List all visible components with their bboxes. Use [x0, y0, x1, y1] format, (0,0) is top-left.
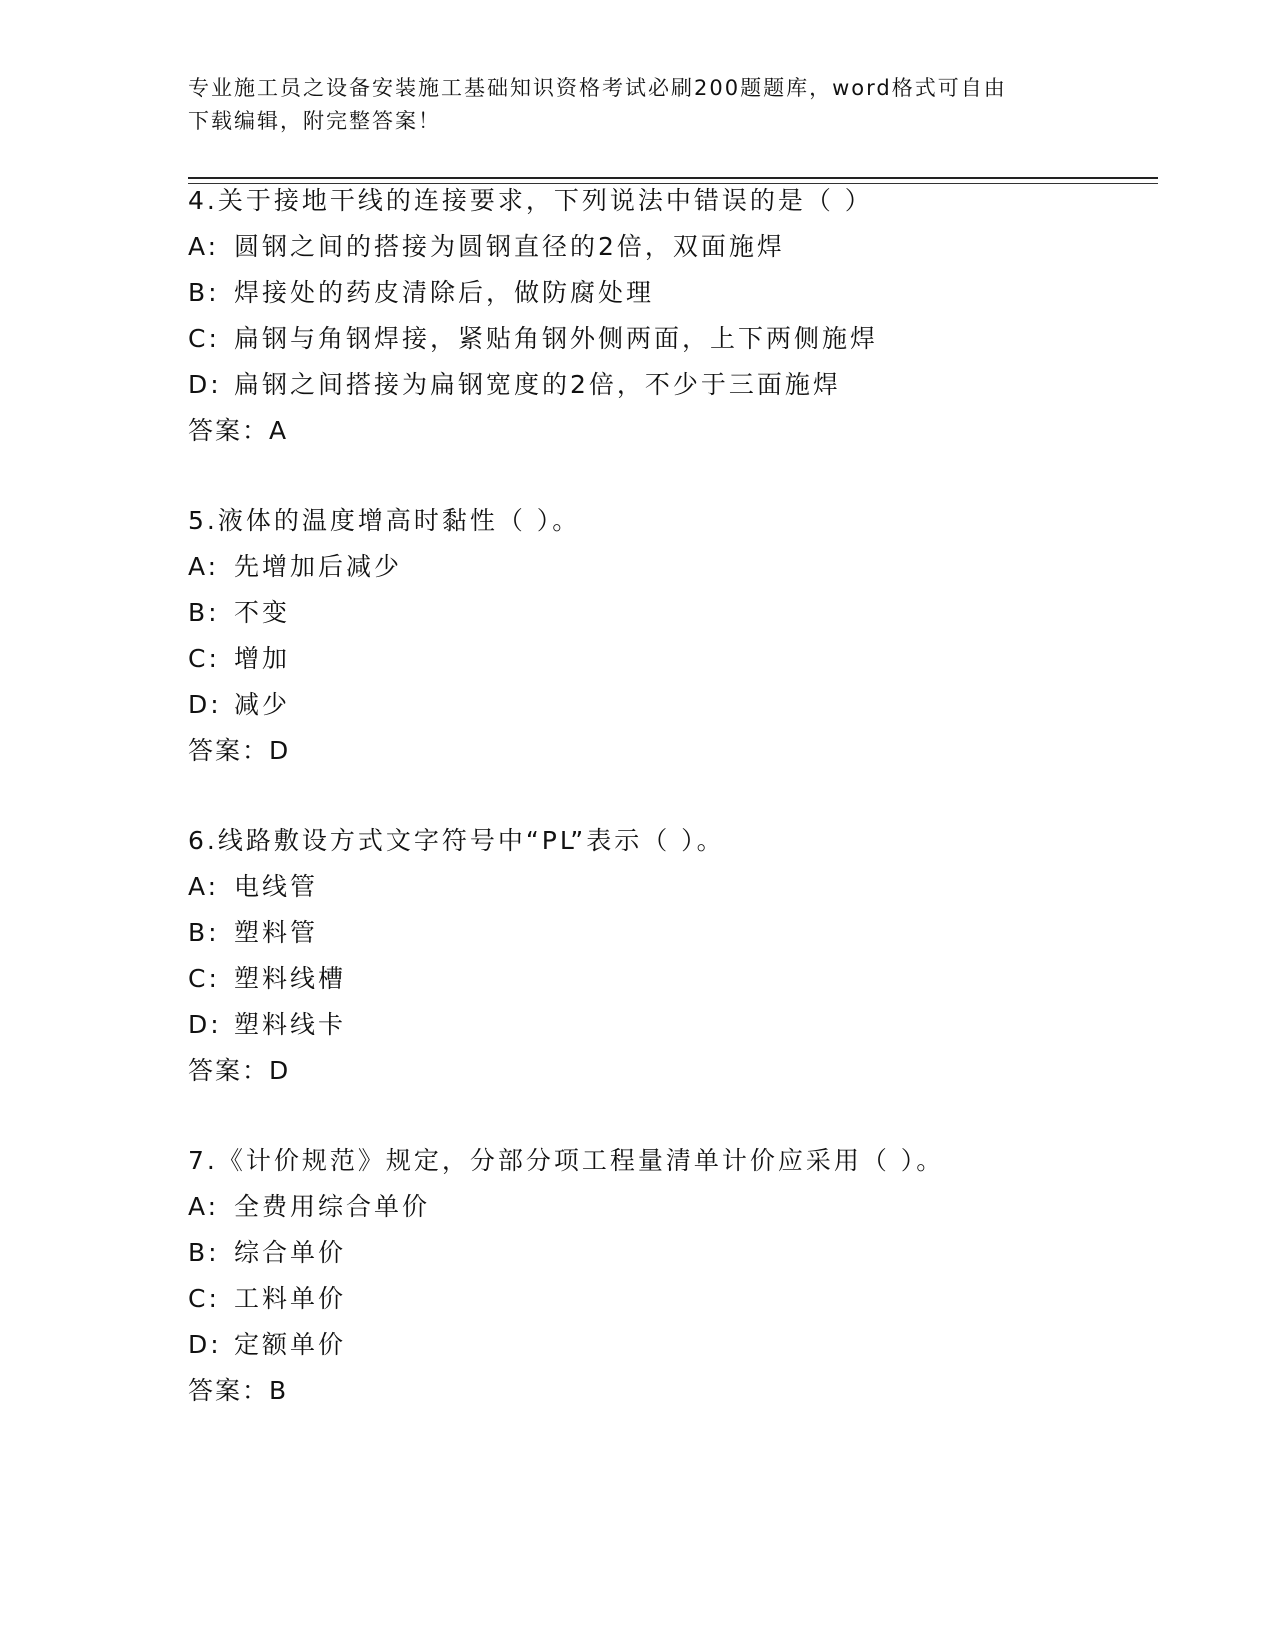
- option-text: 定额单价: [234, 1330, 347, 1359]
- question-stem: 7.《计价规范》规定，分部分项工程量清单计价应采用（ ）。: [188, 1146, 945, 1175]
- option-b: [188, 910, 1148, 956]
- question-5: [188, 498, 1148, 774]
- option-key: D:: [188, 1330, 222, 1359]
- option-text: 全费用综合单价: [234, 1192, 431, 1221]
- option-a: [188, 1184, 1148, 1230]
- question-stem: 4.关于接地干线的连接要求，下列说法中错误的是（ ）: [188, 186, 873, 215]
- option-a: [188, 864, 1148, 910]
- question-stem: 5.液体的温度增高时黏性（ ）。: [188, 506, 581, 535]
- option-a: [188, 544, 1148, 590]
- option-d: [188, 1002, 1148, 1048]
- option-key: C:: [188, 1284, 220, 1313]
- option-text: 减少: [234, 690, 291, 719]
- option-text: 圆钢之间的搭接为圆钢直径的2倍，双面施焊: [234, 232, 785, 261]
- option-text: 增加: [234, 644, 291, 673]
- answer-label: 答案：A: [188, 416, 289, 445]
- option-text: 扁钢之间搭接为扁钢宽度的2倍，不少于三面施焊: [234, 370, 841, 399]
- option-b: [188, 590, 1148, 636]
- answer-label: 答案：D: [188, 1056, 291, 1085]
- answer-label: 答案：B: [188, 1376, 289, 1405]
- option-key: A:: [188, 552, 220, 581]
- header-line-1: 专业施工员之设备安装施工基础知识资格考试必刷200题题库，word格式可自由: [188, 76, 1007, 100]
- option-text: 焊接处的药皮清除后，做防腐处理: [234, 278, 655, 307]
- option-key: A:: [188, 232, 220, 261]
- option-key: A:: [188, 872, 220, 901]
- option-key: B:: [188, 278, 220, 307]
- option-text: 扁钢与角钢焊接，紧贴角钢外侧两面，上下两侧施焊: [234, 324, 879, 353]
- option-text: 不变: [234, 598, 291, 627]
- document-header: [188, 72, 1068, 138]
- option-d: [188, 682, 1148, 728]
- option-key: C:: [188, 324, 220, 353]
- option-b: [188, 1230, 1148, 1276]
- option-key: B:: [188, 1238, 220, 1267]
- option-a: [188, 224, 1148, 270]
- question-7: [188, 1138, 1148, 1414]
- option-text: 综合单价: [234, 1238, 347, 1267]
- option-text: 先增加后减少: [234, 552, 403, 581]
- option-key: D:: [188, 370, 222, 399]
- option-text: 电线管: [234, 872, 319, 901]
- option-c: [188, 1276, 1148, 1322]
- option-d: [188, 1322, 1148, 1368]
- option-c: [188, 316, 1148, 362]
- answer-label: 答案：D: [188, 736, 291, 765]
- option-text: 工料单价: [234, 1284, 347, 1313]
- option-key: A:: [188, 1192, 220, 1221]
- option-text: 塑料线卡: [234, 1010, 347, 1039]
- option-text: 塑料管: [234, 918, 319, 947]
- option-d: [188, 362, 1148, 408]
- option-b: [188, 270, 1148, 316]
- header-line-2: 下载编辑，附完整答案！: [188, 109, 441, 133]
- option-key: C:: [188, 644, 220, 673]
- option-c: [188, 636, 1148, 682]
- option-key: D:: [188, 690, 222, 719]
- option-key: C:: [188, 964, 220, 993]
- option-text: 塑料线槽: [234, 964, 347, 993]
- option-key: B:: [188, 598, 220, 627]
- question-6: [188, 818, 1148, 1094]
- option-key: B:: [188, 918, 220, 947]
- question-stem: 6.线路敷设方式文字符号中“PL”表示（ ）。: [188, 826, 725, 855]
- question-4: [188, 178, 1148, 454]
- option-c: [188, 956, 1148, 1002]
- option-key: D:: [188, 1010, 222, 1039]
